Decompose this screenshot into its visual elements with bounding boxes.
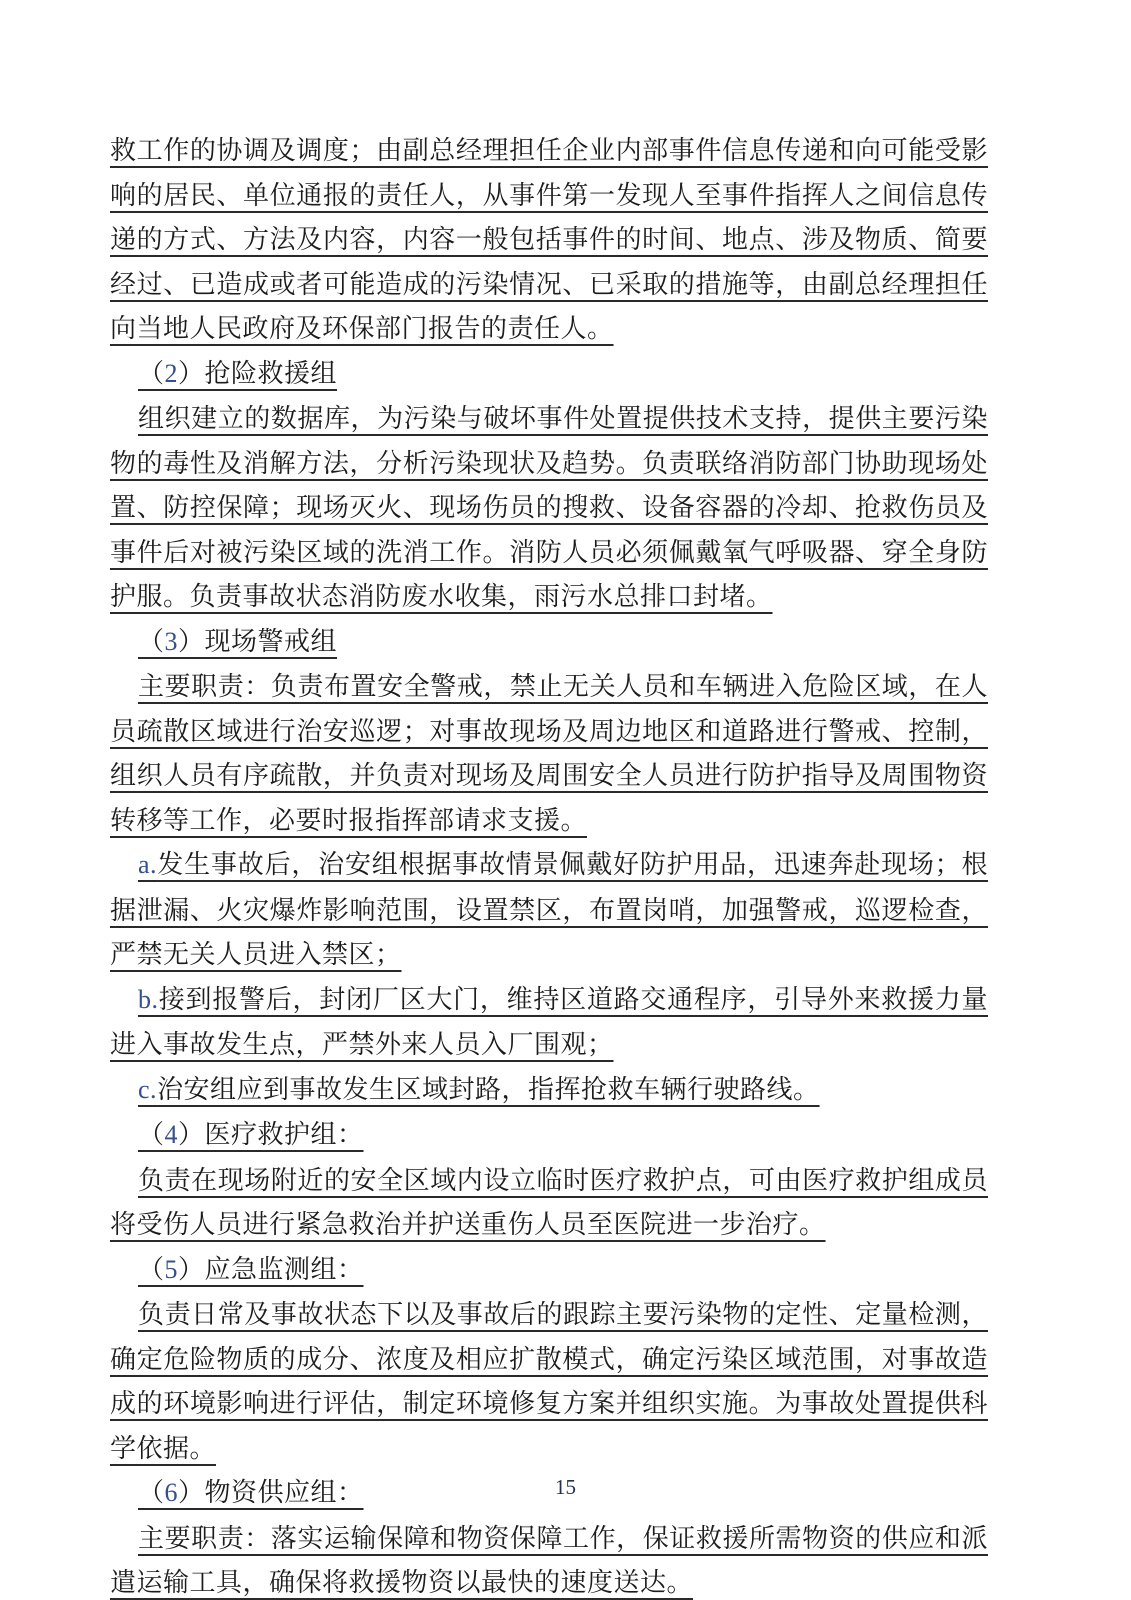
document-body	[110, 128, 988, 1600]
page-number: 15	[555, 1475, 576, 1499]
latin-text: 6	[164, 1478, 179, 1507]
section-heading: （3）现场警戒组	[138, 625, 338, 656]
paragraph: c.治安组应到事故发生区域封路，指挥抢救车辆行驶路线。	[138, 1073, 820, 1104]
latin-text: 3	[164, 626, 179, 656]
paragraph: b.接到报警后，封闭厂区大门，维持区道路交通程序，引导外来救援力量进入事故发生点，严禁外来人员入厂围观；	[110, 983, 988, 1059]
paragraph: 主要职责：负责布置安全警戒，禁止无关人员和车辆进入危险区域，在人员疏散区域进行治安巡逻；对事故现场及周边地区和道路进行警戒、控制，组织人员有序疏散，并负责对现场及周围安全人员进行防护指导及周围物资转移等工作，必要时报指挥部请求支援。	[110, 671, 988, 835]
paragraph: 负责日常及事故状态下以及事故后的跟踪主要污染物的定性、定量检测，确定危险物质的成分、浓度及相应扩散模式，确定污染区域范围，对事故造成的环境影响进行评估，制定环境修复方案并组织实施。为事故处置提供科学依据。	[110, 1299, 988, 1463]
latin-text: c.	[138, 1074, 158, 1104]
paragraph: 组织建立的数据库，为污染与破坏事件处置提供技术支持，提供主要污染物的毒性及消解方法，分析污染现状及趋势。负责联络消防部门协助现场处置、防控保障；现场灭火、现场伤员的搜救、设备容器的冷却、抢救伤员及事件后对被污染区域的洗消工作。消防人员必须佩戴氧气呼吸器、穿全身防护服。负责事故状态消防废水收集，雨污水总排口封堵。	[110, 403, 988, 611]
paragraph: 救工作的协调及调度；由副总经理担任企业内部事件信息传递和向可能受影响的居民、单位通报的责任人，从事件第一发现人至事件指挥人之间信息传递的方式、方法及内容，内容一般包括事件的时间、地点、涉及物质、简要经过、已造成或者可能造成的污染情况、已采取的措施等，由副总经理担任向当地人民政府及环保部门报告的责任人。	[110, 135, 988, 343]
paragraph: 负责在现场附近的安全区域内设立临时医疗救护点，可由医疗救护组成员将受伤人员进行紧急救治并护送重伤人员至医院进一步治疗。	[110, 1164, 988, 1239]
paragraph: 主要职责：落实运输保障和物资保障工作，保证救援所需物资的供应和派遣运输工具，确保将救援物资以最快的速度送达。	[110, 1522, 988, 1597]
paragraph: a.发生事故后，治安组根据事故情景佩戴好防护用品，迅速奔赴现场；根据泄漏、火灾爆炸影响范围，设置禁区，布置岗哨，加强警戒，巡逻检查，严禁无关人员进入禁区；	[110, 849, 988, 969]
section-heading: （5）应急监测组：	[138, 1253, 364, 1284]
latin-text: a.	[138, 850, 158, 879]
section-heading: （2）抢险救援组	[138, 357, 338, 388]
latin-text: 2	[164, 358, 179, 388]
latin-text: 4	[164, 1120, 179, 1149]
latin-text: 5	[164, 1254, 179, 1284]
section-heading: （6）物资供应组：	[138, 1477, 364, 1507]
latin-text: b.	[138, 984, 159, 1014]
section-heading: （4）医疗救护组：	[138, 1119, 364, 1149]
